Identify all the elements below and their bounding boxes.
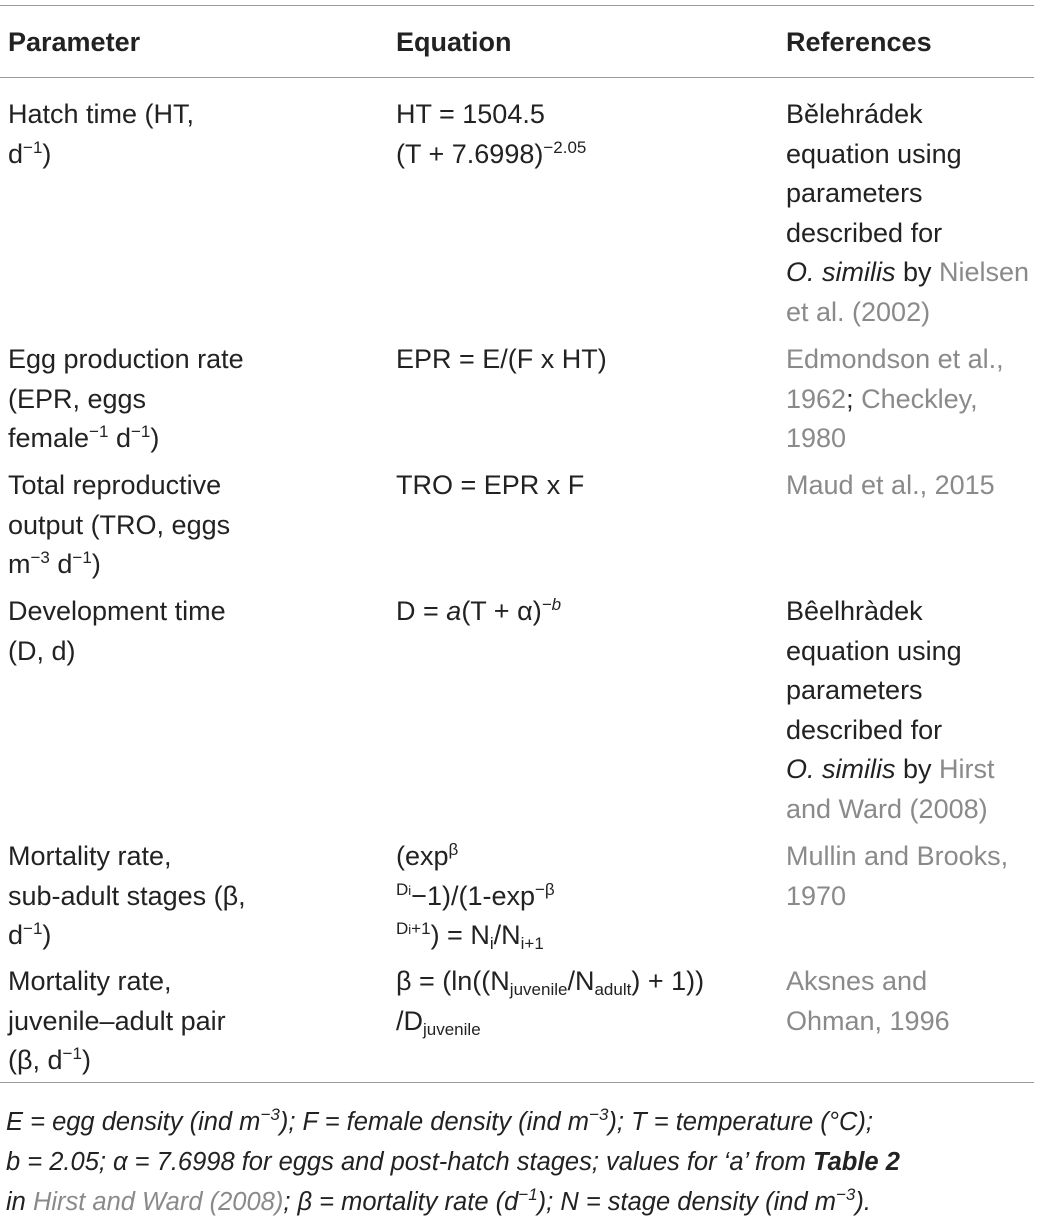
ref-link-mullin[interactable]: Mullin and Brooks,	[786, 841, 1009, 871]
row6-parameter: Mortality rate, juvenile–adult pair (β, $d^{-1}$)	[8, 966, 226, 1075]
row5-parameter: Mortality rate, sub-adult stages (β, $d^{-1}$)	[8, 841, 246, 950]
ref-link-hirst[interactable]: Hirst	[939, 754, 995, 784]
row4-equation: $D = a(T + \alpha)^{-b}$	[396, 595, 562, 626]
ref-link-aksnes[interactable]: Aksnes and	[786, 966, 928, 996]
row1-reference: Bělehrádek equation using parameters described for O. similis by Nielsen et al. (2002)	[786, 99, 1030, 327]
ref-link-checkley[interactable]: Checkley,	[861, 383, 978, 414]
row2-equation: EPR = E/(F x HT)	[396, 344, 607, 374]
row5-equation: ($\exp^\beta$ $^{Di}-1)/(1-\exp^{-\beta}$ $^{Di+1}) = N_i/N_{i+1}$	[396, 840, 555, 953]
row2-reference: Edmondson et al., 1962; Checkley, 1980	[786, 344, 1004, 453]
row4-parameter: Development time (D, d)	[8, 596, 226, 666]
table2-link[interactable]: Table 2	[812, 1148, 900, 1176]
ref-link-edmondson-year[interactable]: 1962	[786, 383, 847, 414]
ref-link-nielsen[interactable]: Nielsen	[939, 257, 1030, 287]
row3-parameter: Total reproductive output (TRO, eggs $m^{-3}$ $d^{-1}$)	[8, 470, 231, 579]
ref-link-hirst-cont[interactable]: and Ward (2008)	[786, 793, 988, 824]
row5-reference	[786, 837, 1036, 916]
row2-parameter: Egg production rate (EPR, eggs female$^{-1}$ $d^{-1}$)	[8, 344, 244, 453]
ref-link-maud[interactable]: Maud et al., 2015	[786, 470, 995, 500]
ref-link-nielsen-cont[interactable]: et al. (2002)	[786, 296, 931, 327]
row4-reference: Bêelhràdek equation using parameters described for O. similis by Hirst and Ward (2008)	[786, 596, 995, 824]
header-equation: Equation	[396, 27, 512, 57]
row6-equation: $\beta = (\ln((N_{juvenile}/N_{adult}) + 1))$ $/D_{juvenile}$	[396, 966, 705, 1039]
ref-link-edmondson[interactable]: Edmondson et al.,	[786, 344, 1004, 374]
ref-link-checkley-year[interactable]: 1980	[786, 423, 847, 453]
footnote-ref-link-hirst[interactable]: Hirst and Ward (2008)	[32, 1188, 284, 1216]
ref-link-aksnes-year[interactable]: Ohman, 1996	[786, 1005, 950, 1036]
ref-link-mullin-year[interactable]: 1970	[786, 880, 847, 911]
header-rule	[0, 77, 1034, 78]
bottom-rule	[0, 1082, 1034, 1083]
row3-equation: TRO = EPR x F	[396, 470, 585, 500]
header-parameter: Parameter	[8, 27, 141, 57]
table-footnote: E = egg density (ind $m^{-3}$); F = female density (ind $m^{-3}$); T = temperature (°C); b = 2.05; α = 7.6998 for eggs and post-hatch stages; values for ‘a’ from Table 2 in Hirst and Ward (2008); β = mortality rate $(d^{-1})$; N = stage density (ind $m^{-3}$).	[6, 1105, 900, 1216]
top-rule	[0, 5, 1034, 6]
row6-reference	[786, 962, 1036, 1041]
header-references: References	[786, 27, 932, 57]
row1-equation: HT = 1504.5 $(T + 7.6998)^{-2.05}$	[396, 99, 587, 169]
row1-parameter: Hatch time (HT, $d^{-1}$)	[8, 99, 195, 169]
